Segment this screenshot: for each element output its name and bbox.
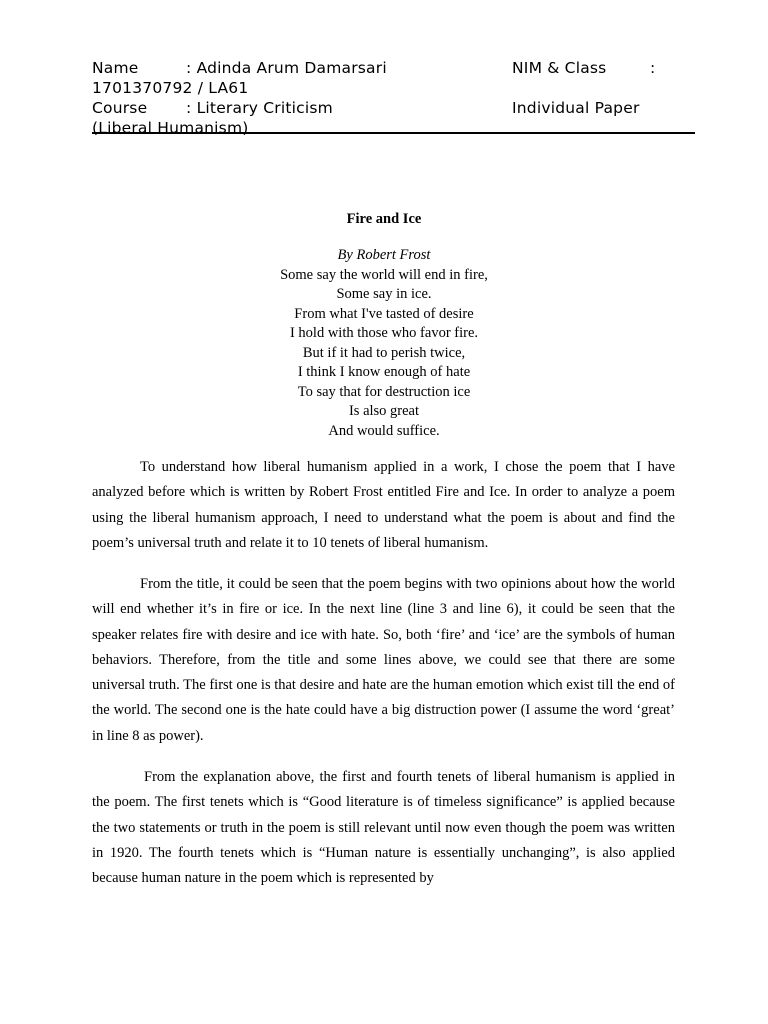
poem-line: To say that for destruction ice: [297, 383, 471, 400]
course-label: Course: [92, 99, 148, 117]
nim-value: 1701370792 / LA61: [92, 79, 249, 97]
header-row-nim: [92, 78, 696, 98]
poem-line: I think I know enough of hate: [297, 364, 471, 380]
student-name: Adinda Arum Damarsari: [196, 59, 387, 77]
approach-label: (Liberal Humanism): [92, 119, 249, 137]
poem-title: Fire and Ice: [346, 211, 422, 227]
poem-line: Some say in ice.: [336, 286, 432, 302]
poem-line: From what I've tasted of desire: [294, 305, 474, 322]
header-row-name: [92, 58, 696, 78]
header-row-approach: [92, 118, 696, 138]
body-paragraph-1: To understand how liberal humanism applied in a work, I chose the poem that I have analyzed before which is written by Robert Frost entitled Fire and Ice. In order to analyze a poem using the liberal humanism approach, I need to understand what the poem is about and find the poem’s universal truth and relate it to 10 tenets of liberal humanism.: [92, 459, 675, 551]
course-name: Literary Criticism: [196, 99, 333, 117]
course-colon: :: [186, 99, 192, 117]
document-header: [92, 58, 696, 138]
body-paragraph-3: From the explanation above, the first and fourth tenets of liberal humanism is applied in the poem. The first tenets which is “Good literature is of timeless significance” is applied because the two statements or truth in the poem is still relevant until now even though the poem was written in 1920. The fourth tenets which is “Human nature is essentially unchanging”, is also applied because human nature in the poem which is represented by: [92, 769, 675, 887]
name-colon: :: [186, 59, 192, 77]
poem-line: And would suffice.: [328, 422, 440, 439]
name-label: Name: [92, 59, 139, 77]
nim-colon: :: [650, 59, 656, 77]
paper-type: Individual Paper: [512, 99, 640, 117]
poem-line: I hold with those who favor fire.: [289, 325, 479, 341]
course-value: [186, 98, 333, 118]
nim-label: NIM & Class: [512, 59, 607, 77]
poem-author: By Robert Frost: [337, 247, 431, 263]
name-value: [186, 58, 387, 78]
body-paragraph-2: From the title, it could be seen that the poem begins with two opinions about how the world will end whether it’s in fire or ice. In the next line (line 3 and line 6), it could be seen that the speaker relates fire with desire and ice with hate. So, both ‘fire’ and ‘ice’ are the symbols of human behaviors. Therefore, from the title and some lines above, we could see that there are some universal truth. The first one is that desire and hate are the human emotion which exist till the end of the world. The second one is the hate could have a big distruction power (I assume the word ‘great’ in line 8 as power).: [92, 576, 675, 744]
poem-line: Some say the world will end in fire,: [280, 266, 488, 283]
header-divider: [92, 132, 695, 134]
poem-line: Is also great: [348, 403, 420, 419]
poem-line: But if it had to perish twice,: [302, 344, 466, 361]
poem-block: [0, 246, 768, 441]
header-row-course: [92, 98, 696, 118]
